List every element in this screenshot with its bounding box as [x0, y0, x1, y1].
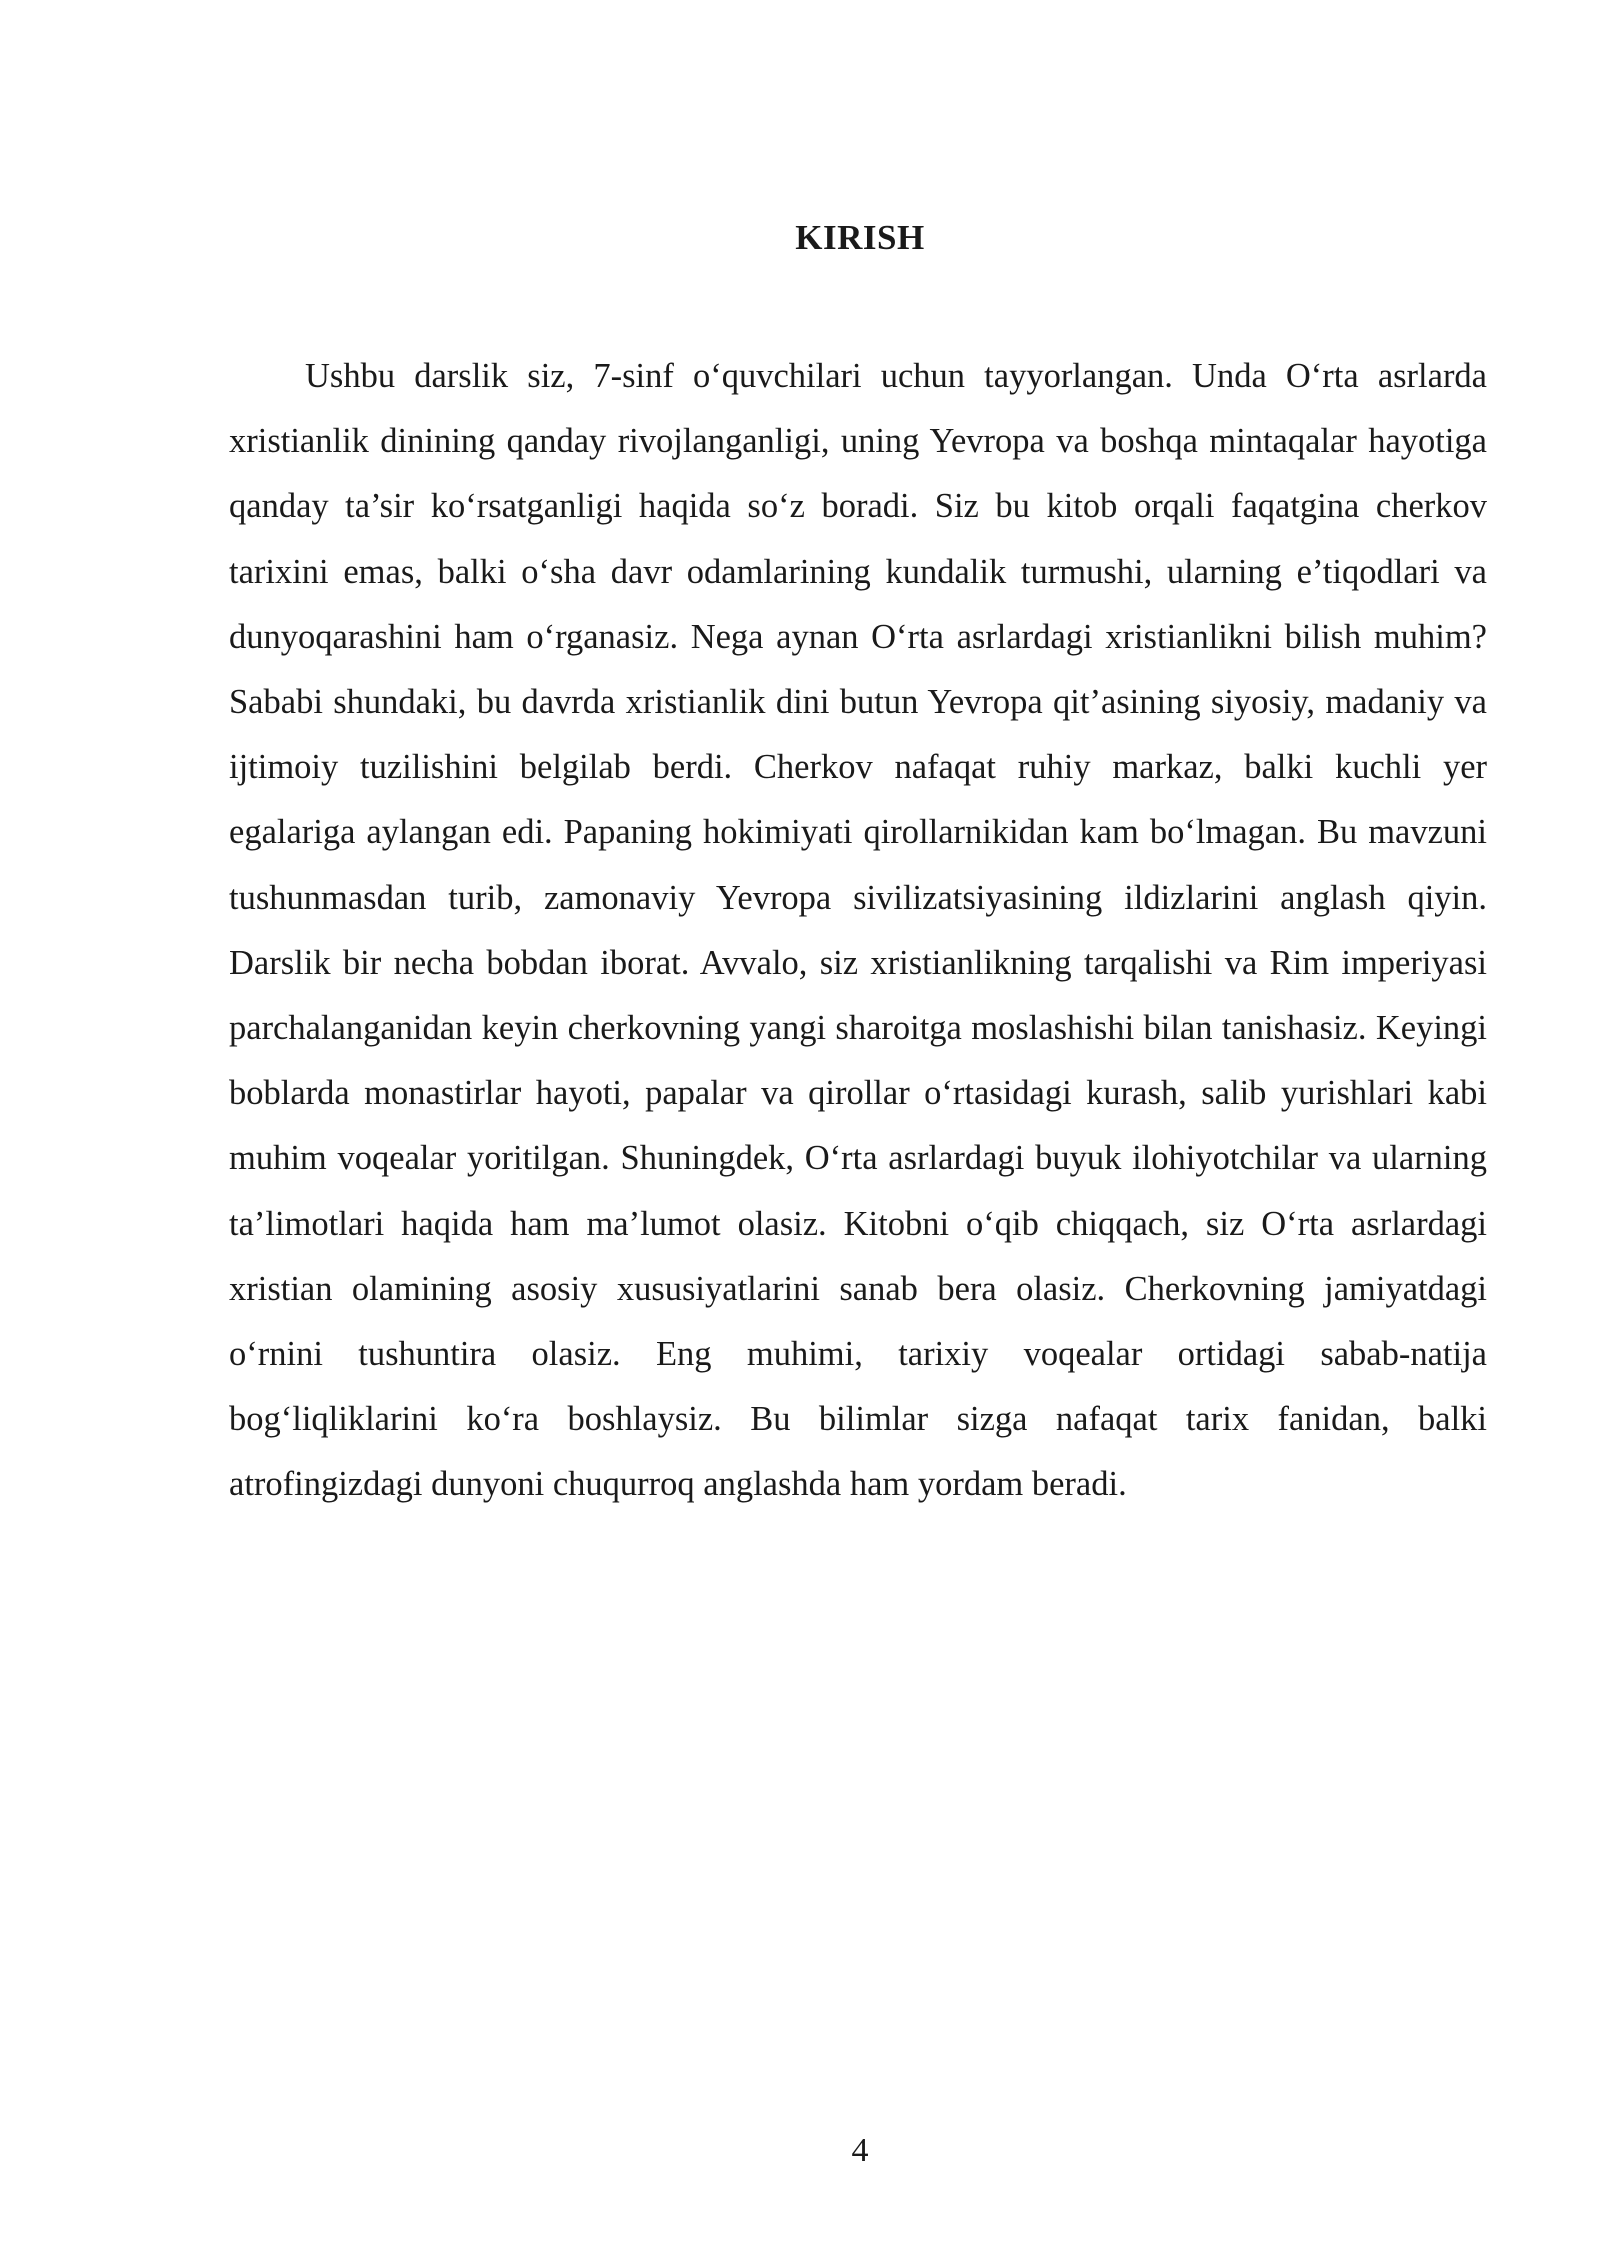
- section-heading: KIRISH: [795, 218, 925, 257]
- page-number: 4: [851, 2132, 869, 2169]
- body-paragraph: Ushbu darslik siz, 7-sinf o‘quvchilari uchun tayyorlangan. Unda O‘rta asrlarda xristianlik dinining qanday rivojlanganligi, uning Yevropa va boshqa mintaqalar hayotiga qanday ta’sir ko‘rsatganligi haqida so‘z boradi. Siz bu kitob orqali faqatgina cherkov tarixini emas, balki o‘sha davr odamlarining kundalik turmushi, ularning e’tiqodlari va dunyoqarashini ham o‘rganasiz. Nega aynan O‘rta asrlardagi xristianlikni bilish muhim? Sababi shundaki, bu davrda xristianlik dini butun Yevropa qit’asining siyosiy, madaniy va ijtimoiy tuzilishini belgilab berdi. Cherkov nafaqat ruhiy markaz, balki kuchli yer egalariga aylangan edi. Papaning hokimiyati qirollarnikidan kam bo‘lmagan. Bu mavzuni tushunmasdan turib, zamonaviy Yevropa sivilizatsiyasining ildizlarini anglash qiyin. Darslik bir necha bobdan iborat. Avvalo, siz xristianlikning tarqalishi va Rim imperiyasi parchalanganidan keyin cherkovning yangi sharoitga moslashishi bilan tanishasiz. Keyingi boblarda monastirlar hayoti, papalar va qirollar o‘rtasidagi kurash, salib yurishlari kabi muhim voqealar yoritilgan. Shuningdek, O‘rta asrlardagi buyuk ilohiyotchilar va ularning ta’limotlari haqida ham ma’lumot olasiz. Kitobni o‘qib chiqqach, siz O‘rta asrlardagi xristian olamining asosiy xususiyatlarini sanab bera olasiz. Cherkovning jamiyatdagi o‘rnini tushuntira olasiz. Eng muhimi, tarixiy voqealar ortidagi sabab-natija bog‘liqliklarini ko‘ra boshlaysiz. Bu bilimlar sizga nafaqat tarix fanidan, balki atrofingizdagi dunyoni chuqurroq anglashda ham yordam beradi.: [229, 357, 1487, 1504]
